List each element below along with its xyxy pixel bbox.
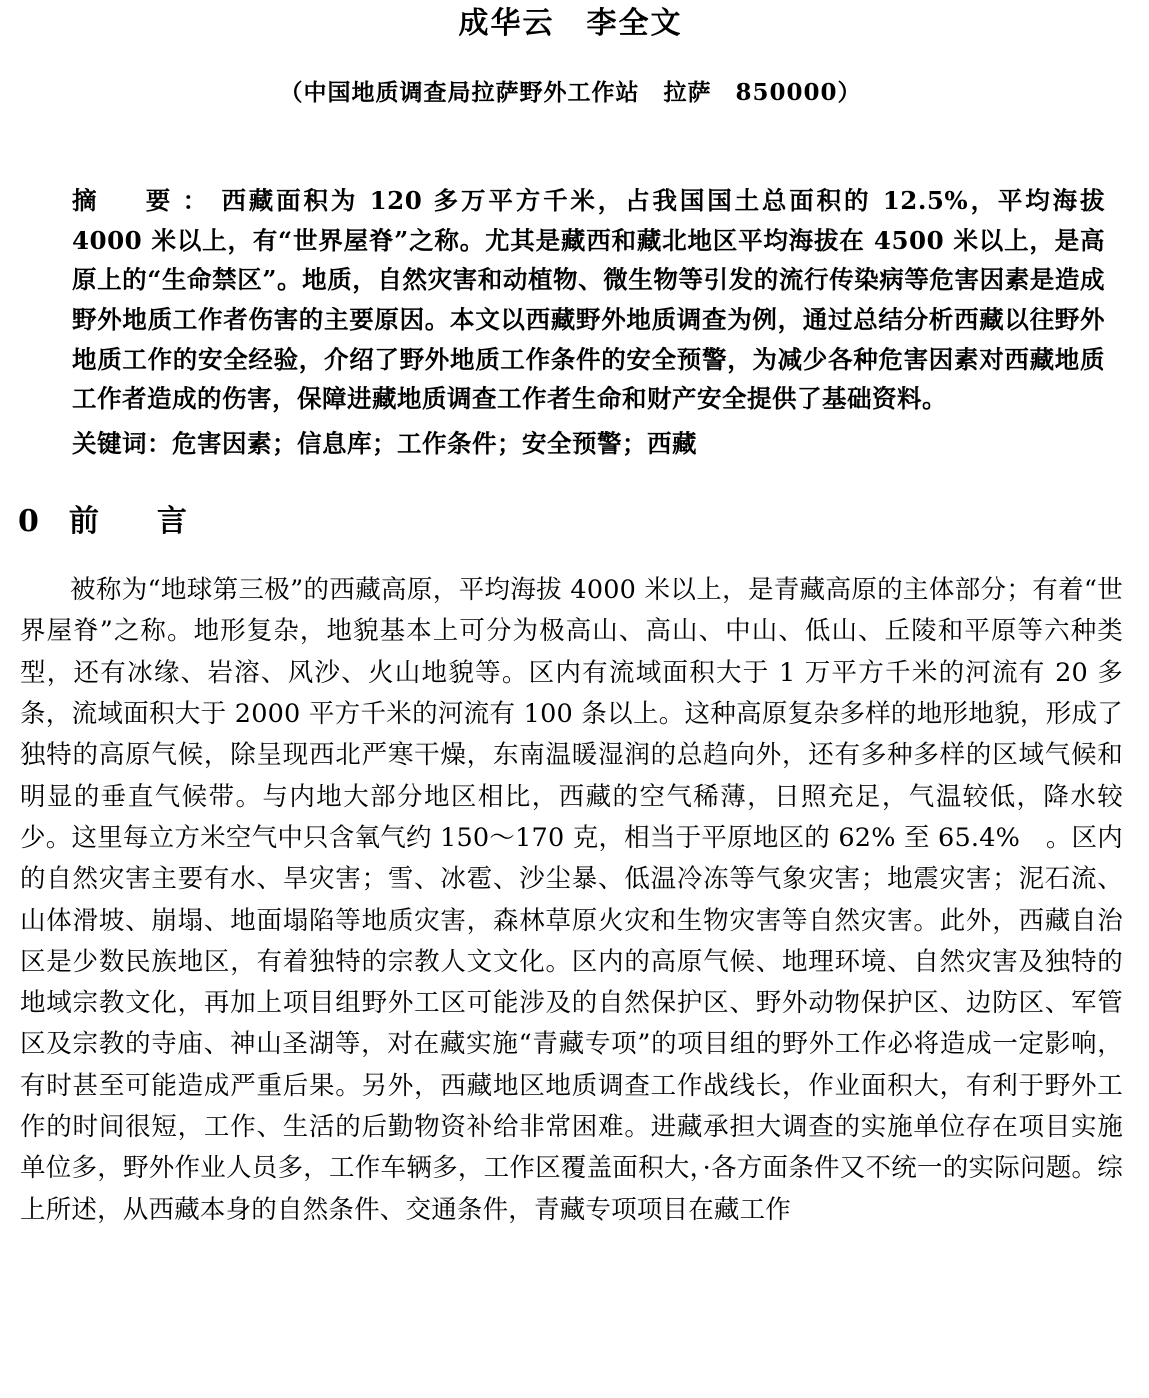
section-heading-0 bbox=[10, 496, 1131, 540]
intro-paragraph: 被称为“地球第三极”的西藏高原，平均海拔 4000 米以上，是青藏高原的主体部分；有着“世界屋脊”之称。地形复杂，地貌基本上可分为极高山、高山、中山、低山、丘陵和平原等六种类型，还有冰缘、岩溶、风沙、火山地貌等。区内有流域面积大于 1 万平方千米的河流有 20 多条，流域面积大于 2000 平方千米的河流有 100 条以上。这种高原复杂多样的地形地貌，形成了独特的高原气候，除呈现西北严寒干燥，东南温暖湿润的总趋向外，还有多种多样的区域气候和明显的垂直气候带。与内地大部分地区相比，西藏的空气稀薄，日照充足，气温较低，降水较少。这里每立方米空气中只含氧气约 150～170 克，相当于平原地区的 62% 至 65.4% 。区内的自然灾害主要有水、旱灾害；雪、冰雹、沙尘暴、低温冷冻等气象灾害；地震灾害；泥石流、山体滑坡、崩塌、地面塌陷等地质灾害，森林草原火灾和生物灾害等自然灾害。此外，西藏自治区是少数民族地区，有着独特的宗教人文文化。区内的高原气候、地理环境、自然灾害及独特的地域宗教文化，再加上项目组野外工区可能涉及的自然保护区、野外动物保护区、边防区、军管区及宗教的寺庙、神山圣湖等，对在藏实施“青藏专项”的项目组的野外工作必将造成一定影响，有时甚至可能造成严重后果。另外，西藏地区地质调查工作战线长，作业面积大，有利于野外工作的时间很短，工作、生活的后勤物资补给非常困难。进藏承担大调查的实施单位存在项目实施单位多，野外作业人员多，工作车辆多，工作区覆盖面积大，·各方面条件又不统一的实际问题。综上所述，从西藏本身的自然条件、交通条件，青藏专项项目在藏工作 bbox=[20, 575, 1123, 1225]
abstract-paragraph bbox=[72, 181, 1105, 419]
section-title: 前 言 bbox=[68, 504, 201, 540]
abstract-body: 西藏面积为 120 多万平方千米，占我国国土总面积的 12.5%，平均海拔 4000 米以上，有“世界屋脊”之称。尤其是藏西和藏北地区平均海拔在 4500 米以上，是高原上的“生命禁区”。地质，自然灾害和动植物、微生物等引发的流行传染病等危害因素是造成野外地质工作者伤害的主要原因。本文以西藏野外地质调查为例，通过总结分析西藏以往野外地质工作的安全经验，介绍了野外地质工作条件的安全预警，为减少各种危害因素对西藏地质工作者造成的伤害，保障进藏地质调查工作者生命和财产安全提供了基础资料。 bbox=[72, 186, 1105, 414]
author-list: 成华云 李全文 bbox=[458, 6, 683, 41]
section-body bbox=[10, 570, 1131, 1231]
abstract-label: 摘 要： bbox=[72, 186, 220, 215]
keywords-line: 关键词：危害因素；信息库；工作条件；安全预警；西藏 bbox=[72, 429, 697, 459]
paper-page bbox=[0, 6, 1149, 1398]
author-affiliation: （中国地质调查局拉萨野外工作站 拉萨 850000） bbox=[279, 79, 862, 106]
section-number: 0 bbox=[18, 504, 41, 540]
abstract-section bbox=[10, 181, 1131, 419]
